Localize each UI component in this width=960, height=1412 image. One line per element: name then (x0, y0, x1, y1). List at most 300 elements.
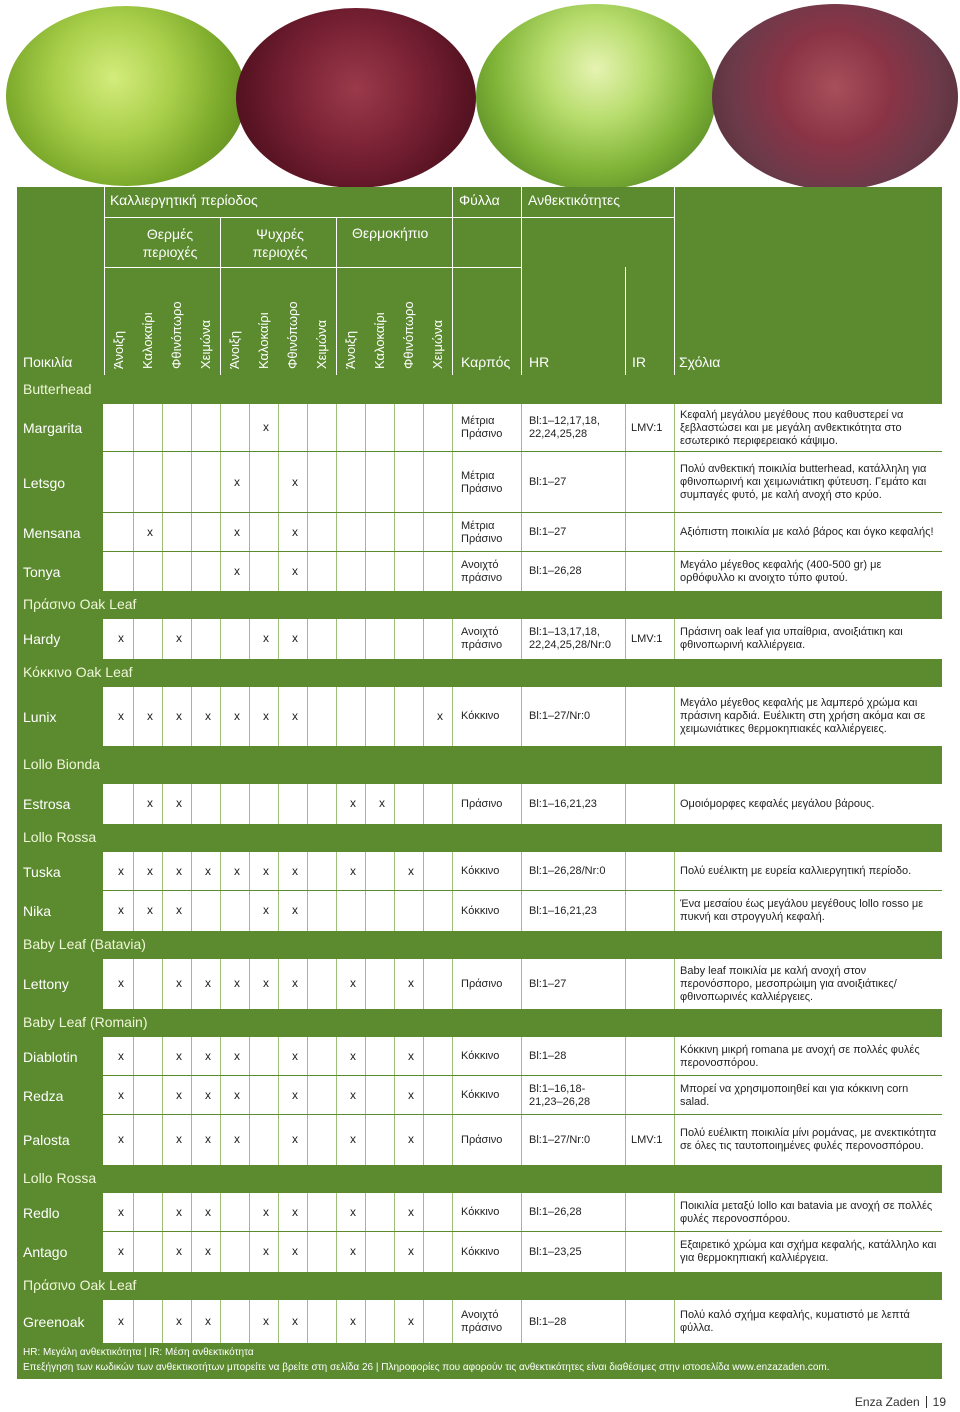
grid-line (423, 1076, 424, 1115)
grid-line (249, 1076, 250, 1115)
season-mark: x (437, 708, 443, 723)
season-mark: x (350, 1204, 356, 1219)
grid-line (249, 552, 250, 591)
table-row (17, 403, 942, 452)
season-mark: x (292, 1244, 298, 1258)
table-footer (17, 1343, 942, 1379)
hr-resistance: Bl:1–27/Nr:0 (529, 710, 591, 722)
table-row (17, 618, 942, 659)
grid-line (220, 552, 221, 591)
grid-line (162, 513, 163, 552)
grid-line (394, 513, 395, 552)
grid-line (191, 1300, 192, 1344)
grid-line (521, 404, 522, 452)
variety-name: Redza (17, 1076, 103, 1115)
grid-line (220, 959, 221, 1009)
season-mark: x (292, 903, 298, 917)
grid-line (278, 513, 279, 552)
season-mark: x (205, 1314, 211, 1328)
grid-line (674, 784, 675, 824)
ir-resistance: LMV:1 (631, 632, 663, 645)
table-row (17, 958, 942, 1009)
comment: Πράσινη oak leaf για υπαίθρια, ανοιξιάτικη και φθινοπωρινή καλλιέργεια. (680, 626, 903, 651)
grid-line (133, 959, 134, 1009)
grid-line (452, 619, 453, 659)
grid-line (452, 784, 453, 824)
grid-line (365, 1115, 366, 1165)
grid-line (423, 1115, 424, 1165)
grid-line (249, 852, 250, 891)
season-mark: x (292, 976, 298, 990)
season-mark: x (205, 1132, 211, 1146)
header-line (220, 217, 221, 375)
grid-line (625, 891, 626, 931)
season-mark: x (176, 1048, 182, 1063)
variety-name: Hardy (17, 619, 103, 659)
grid-line (365, 1076, 366, 1115)
season-mark: x (118, 1132, 124, 1146)
grid-line (133, 404, 134, 452)
grid-line (452, 959, 453, 1009)
grid-line (278, 1037, 279, 1076)
grid-line (625, 1300, 626, 1344)
season-mark: x (176, 976, 182, 990)
grid-line (133, 1115, 134, 1165)
grid-line (191, 552, 192, 591)
season-mark: x (263, 1244, 269, 1258)
variety-name: Estrosa (17, 784, 103, 824)
grid-line (336, 404, 337, 452)
season-mark: x (118, 708, 124, 723)
season-mark: x (118, 1314, 124, 1328)
season-mark: x (205, 1204, 211, 1219)
warm-summer: Καλοκαίρι (140, 312, 155, 369)
comment: Baby leaf ποικιλία με καλή ανοχή στον περονόσπορο, μεσοπρώιμη για ανοιξιάτικες/ φθινοπωρινές καλλιέργειες. (680, 964, 897, 1003)
grid-line (336, 687, 337, 746)
greenhouse-header: Θερμοκήπιο (352, 225, 429, 241)
season-mark: x (350, 796, 356, 810)
grid-line (423, 552, 424, 591)
grid-line (220, 1115, 221, 1165)
variety-name: Tuska (17, 852, 103, 891)
grid-line (521, 452, 522, 513)
season-mark: x (408, 1132, 414, 1146)
grid-line (521, 1115, 522, 1165)
ir-resistance: LMV:1 (631, 1133, 663, 1146)
grid-line (191, 687, 192, 746)
grid-line (365, 1037, 366, 1076)
season-mark: x (234, 976, 240, 990)
season-mark: x (292, 708, 298, 723)
season-mark: x (118, 631, 124, 645)
grid-line (394, 1232, 395, 1272)
season-mark: x (234, 474, 240, 489)
grid-line (249, 1115, 250, 1165)
grid-line (674, 1076, 675, 1115)
grid-line (249, 1037, 250, 1076)
grid-line (249, 452, 250, 513)
grid-line (674, 404, 675, 452)
season-mark: x (176, 631, 182, 645)
grid-line (674, 513, 675, 552)
grid-line (249, 1300, 250, 1344)
grid-line (278, 1193, 279, 1232)
season-mark: x (263, 863, 269, 878)
grid-line (452, 1076, 453, 1115)
grid-line (336, 852, 337, 891)
hr-resistance: Bl:1–23,25 (529, 1245, 582, 1258)
grid-line (365, 1193, 366, 1232)
grid-line (521, 1232, 522, 1272)
hr-resistance: Bl:1–13,17,18, 22,24,25,28/Nr:0 (529, 626, 611, 651)
season-mark: x (118, 1087, 124, 1102)
grid-line (336, 1193, 337, 1232)
season-mark: x (234, 1048, 240, 1063)
season-mark: x (379, 796, 385, 810)
grid-line (452, 852, 453, 891)
grid-line (307, 552, 308, 591)
grid-line (278, 1232, 279, 1272)
fruit-color: Κόκκινο (461, 904, 500, 917)
season-mark: x (205, 976, 211, 990)
season-mark: x (350, 863, 356, 878)
season-mark: x (205, 1244, 211, 1258)
variety-name: Letsgo (17, 452, 103, 513)
grid-line (162, 552, 163, 591)
season-mark: x (292, 1087, 298, 1102)
grid-line (521, 513, 522, 552)
comment: Πολύ καλό σχήμα κεφαλής, κυματιστό με λεπτά φύλλα. (680, 1309, 910, 1334)
comment: Κόκκινη μικρή romana με ανοχή σε πολλές φυλές περονοσπόρου. (680, 1043, 920, 1069)
grid-line (521, 687, 522, 746)
grid-line (452, 452, 453, 513)
grid-line (307, 1193, 308, 1232)
header-line (104, 267, 521, 268)
grid-line (625, 619, 626, 659)
season-mark: x (176, 1204, 182, 1219)
grid-line (191, 452, 192, 513)
grid-line (625, 513, 626, 552)
grid-line (521, 852, 522, 891)
season-header: Καλλιεργητική περίοδος (110, 192, 258, 208)
grid-line (521, 959, 522, 1009)
grid-line (394, 552, 395, 591)
fruit-color: Ανοιχτό πράσινο (461, 626, 503, 651)
season-mark: x (350, 976, 356, 990)
fruit-header: Καρπός (461, 354, 511, 370)
grid-line (423, 959, 424, 1009)
lettuce-photos (0, 0, 960, 190)
warm-winter: Χειμώνα (198, 319, 213, 369)
grid-line (249, 1193, 250, 1232)
grid-line (220, 687, 221, 746)
season-mark: x (263, 420, 269, 434)
hr-resistance: Bl:1–27 (529, 526, 567, 538)
grid-line (423, 1232, 424, 1272)
grid-line (365, 1300, 366, 1344)
grid-line (365, 552, 366, 591)
page-divider (926, 1396, 927, 1408)
grid-line (423, 1300, 424, 1344)
hr-resistance: Bl:1–26,28/Nr:0 (529, 865, 606, 877)
category-lollo-rossa-2: Lollo Rossa (17, 1164, 942, 1192)
comment: Εξαιρετικό χρώμα και σχήμα κεφαλής, κατάλληλο και για θερμοκηπιακή καλλιέργεια. (680, 1239, 937, 1264)
season-mark: x (118, 863, 124, 878)
grid-line (249, 1232, 250, 1272)
grid-line (278, 1076, 279, 1115)
grid-line (133, 1232, 134, 1272)
season-mark: x (118, 1204, 124, 1219)
warm-spring: Άνοιξη (111, 330, 126, 369)
grid-line (336, 959, 337, 1009)
season-mark: x (205, 1048, 211, 1063)
season-mark: x (263, 976, 269, 990)
season-mark: x (234, 1132, 240, 1146)
footer-note: Επεξήγηση των κωδικών των ανθεκτικοτήτων μπορείτε να βρείτε στη σελίδα 26 | Πληροφορίες που αφορούν τις ανθεκτικότητες είναι διαθέσιμες στην ιστοσελίδα www.enzazaden.com. (23, 1362, 830, 1373)
variety-name: Diablotin (17, 1037, 103, 1076)
season-mark: x (118, 903, 124, 917)
fruit-color: Μέτρια Πράσινο (461, 469, 503, 495)
grid-line (336, 1115, 337, 1165)
season-mark: x (176, 1132, 182, 1146)
grid-line (133, 852, 134, 891)
fruit-color: Κόκκινο (461, 1089, 500, 1101)
fruit-color: Κόκκινο (461, 865, 500, 877)
cold-spring: Άνοιξη (227, 330, 242, 369)
category-baby-romain: Baby Leaf (Romain) (17, 1008, 942, 1036)
season-mark: x (234, 524, 240, 539)
fruit-color: Κόκκινο (461, 1206, 500, 1218)
season-mark: x (408, 1244, 414, 1258)
grid-line (307, 687, 308, 746)
grid-line (674, 852, 675, 891)
grid-line (452, 552, 453, 591)
grid-line (162, 1037, 163, 1076)
fruit-color: Κόκκινο (461, 710, 500, 722)
grid-line (394, 404, 395, 452)
cold-summer: Καλοκαίρι (256, 312, 271, 369)
butterhead-photo (476, 4, 716, 190)
grid-line (191, 404, 192, 452)
grid-line (220, 1232, 221, 1272)
grid-line (162, 1193, 163, 1232)
grid-line (220, 513, 221, 552)
grid-line (365, 452, 366, 513)
grid-line (365, 619, 366, 659)
season-mark: x (176, 1244, 182, 1258)
category-lollo-bionda: Lollo Bionda (17, 745, 942, 783)
grid-line (191, 852, 192, 891)
season-mark: x (350, 1244, 356, 1258)
grid-line (394, 1300, 395, 1344)
grid-line (191, 1076, 192, 1115)
grid-line (191, 1232, 192, 1272)
hr-resistance: Bl:1–28 (529, 1315, 567, 1328)
season-mark: x (292, 1132, 298, 1146)
hr-resistance: Bl:1–16,21,23 (529, 904, 597, 917)
grid-line (674, 1115, 675, 1165)
table-row (17, 851, 942, 891)
grid-line (423, 619, 424, 659)
table-row (17, 890, 942, 931)
season-mark: x (350, 1087, 356, 1102)
variety-name: Greenoak (17, 1300, 103, 1344)
grid-line (365, 852, 366, 891)
grid-line (625, 852, 626, 891)
grid-line (191, 513, 192, 552)
variety-name: Antago (17, 1232, 103, 1272)
season-mark: x (147, 708, 153, 723)
grid-line (307, 1300, 308, 1344)
grid-line (162, 1232, 163, 1272)
grid-line (249, 404, 250, 452)
grid-line (452, 404, 453, 452)
grid-line (423, 687, 424, 746)
grid-line (452, 1037, 453, 1076)
comments-header: Σχόλια (679, 354, 721, 370)
grid-line (249, 891, 250, 931)
grid-line (336, 1300, 337, 1344)
grid-line (307, 891, 308, 931)
season-mark: x (205, 1087, 211, 1102)
grid-line (220, 852, 221, 891)
grid-line (162, 619, 163, 659)
table-row (17, 1192, 942, 1232)
hr-resistance: Bl:1–27 (529, 977, 567, 990)
season-mark: x (350, 1048, 356, 1063)
grid-line (674, 959, 675, 1009)
grid-line (249, 687, 250, 746)
season-mark: x (118, 1048, 124, 1063)
table-row (17, 1299, 942, 1344)
grid-line (220, 784, 221, 824)
grid-line (394, 891, 395, 931)
grid-line (336, 513, 337, 552)
grid-line (162, 687, 163, 746)
header-line (674, 187, 675, 375)
grid-line (394, 1193, 395, 1232)
grid-line (220, 1193, 221, 1232)
comment: Πολύ ευέλικτη ποικιλία μίνι ρομάνας, με ανεκτικότητα σε όλες τις ταυτοποιημένες φυλές περονοσπόρου. (680, 1127, 937, 1152)
comment: Μεγάλο μέγεθος κεφαλής (400-500 gr) με ορθόφυλλο κι ανοιχτο τύπο φυτού. (680, 558, 882, 584)
season-mark: x (234, 863, 240, 878)
leaves-header: Φύλλα (459, 192, 500, 208)
grid-line (307, 1076, 308, 1115)
fruit-color: Πράσινο (461, 1133, 503, 1146)
grid-line (307, 852, 308, 891)
grid-line (191, 1037, 192, 1076)
variety-name: Redlo (17, 1193, 103, 1232)
grid-line (336, 784, 337, 824)
grid-line (625, 1193, 626, 1232)
grid-line (307, 1115, 308, 1165)
comment: Κεφαλή μεγάλου μεγέθους που καθυστερεί να ξεβλαστώσει και με μεγάλη ανθεκτικότητα στο εσωτερικό περιφερειακό κάψιμο. (680, 408, 904, 447)
grid-line (220, 1300, 221, 1344)
grid-line (249, 784, 250, 824)
grid-line (162, 1115, 163, 1165)
grid-line (625, 1037, 626, 1076)
grid-line (365, 1232, 366, 1272)
ir-resistance: LMV:1 (631, 421, 663, 434)
grid-line (162, 404, 163, 452)
grid-line (394, 1115, 395, 1165)
grid-line (278, 959, 279, 1009)
fruit-color: Μέτρια Πράσινο (461, 415, 503, 440)
grid-line (278, 452, 279, 513)
warm-autumn: Φθινόπωρο (169, 301, 184, 369)
grid-line (220, 1076, 221, 1115)
season-mark: x (350, 1132, 356, 1146)
grid-line (625, 959, 626, 1009)
grid-line (521, 784, 522, 824)
grid-line (278, 1300, 279, 1344)
season-mark: x (118, 1244, 124, 1258)
season-mark: x (263, 708, 269, 723)
season-mark: x (147, 796, 153, 810)
grid-line (307, 404, 308, 452)
season-mark: x (292, 1048, 298, 1063)
table-row (17, 686, 942, 746)
grid-line (674, 1232, 675, 1272)
season-mark: x (292, 1314, 298, 1328)
grid-line (133, 513, 134, 552)
comment: Μεγάλο μέγεθος κεφαλής με λαμπερό χρώμα και πράσινη καρδιά. Ευέλικτη στη χρήση ακόμα και σε χειμωνιάτικες θερμοκηπιακές καλλιέργειες. (680, 697, 926, 735)
season-mark: x (408, 1314, 414, 1328)
grid-line (674, 891, 675, 931)
season-mark: x (292, 563, 298, 578)
header-line (452, 187, 453, 375)
grid-line (365, 687, 366, 746)
grid-line (394, 1037, 395, 1076)
grid-line (394, 452, 395, 513)
season-mark: x (408, 1048, 414, 1063)
grid-line (249, 959, 250, 1009)
table-row (17, 1114, 942, 1165)
season-mark: x (408, 1204, 414, 1219)
grid-line (521, 1300, 522, 1344)
season-mark: x (263, 903, 269, 917)
grid-line (133, 1300, 134, 1344)
grid-line (278, 852, 279, 891)
hr-resistance: Bl:1–28 (529, 1050, 567, 1062)
grid-line (191, 784, 192, 824)
grid-line (452, 687, 453, 746)
grid-line (133, 891, 134, 931)
grid-line (394, 1076, 395, 1115)
season-mark: x (147, 524, 153, 539)
grid-line (452, 1193, 453, 1232)
season-mark: x (263, 1314, 269, 1328)
table-row (17, 783, 942, 824)
grid-line (521, 891, 522, 931)
grid-line (162, 1076, 163, 1115)
grid-line (307, 959, 308, 1009)
grid-line (394, 852, 395, 891)
variety-header: Ποικιλία (23, 354, 73, 370)
grid-line (220, 452, 221, 513)
grid-line (423, 1037, 424, 1076)
grid-line (625, 552, 626, 591)
grid-line (423, 404, 424, 452)
grid-line (336, 1232, 337, 1272)
grid-line (521, 1076, 522, 1115)
grid-line (162, 852, 163, 891)
variety-name: Tonya (17, 552, 103, 591)
grid-line (625, 1232, 626, 1272)
season-mark: x (205, 708, 211, 723)
grid-line (674, 687, 675, 746)
grid-line (133, 552, 134, 591)
